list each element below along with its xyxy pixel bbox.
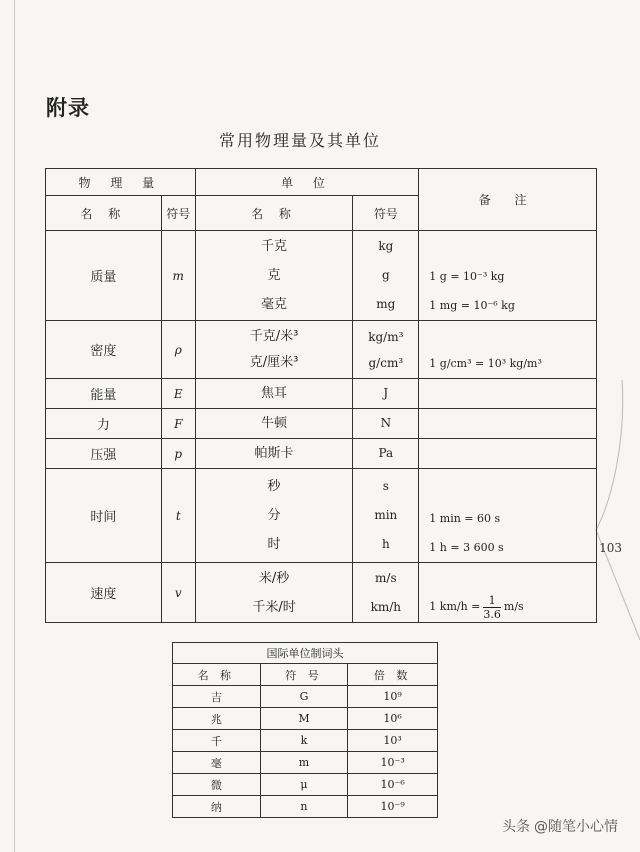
prefix-symbol: M (260, 708, 348, 730)
quantity-symbol: ρ (161, 321, 195, 379)
prefix-factor: 10⁹ (348, 686, 438, 708)
unit-name: 千克 (261, 239, 288, 254)
unit-name: 毫克 (261, 297, 288, 312)
unit-names (195, 409, 353, 439)
prefix-row (173, 752, 438, 774)
si-prefix-table (172, 642, 438, 818)
header-unit: 单 位 (195, 169, 419, 196)
note-cell (419, 439, 597, 469)
quantity-symbol: t (161, 469, 195, 563)
prefix-factor: 10⁻⁶ (348, 774, 438, 796)
unit-symbol: km/h (370, 599, 402, 614)
note-cell (419, 563, 597, 623)
note-fraction (483, 594, 501, 621)
quantity-name: 密度 (46, 321, 162, 379)
prefix-symbol: G (260, 686, 348, 708)
header-name: 名 称 (46, 196, 162, 231)
watermark-handle: @随笔小心情 (534, 819, 618, 835)
prefix-name: 吉 (173, 686, 261, 708)
prefix-symbol: m (260, 752, 348, 774)
header-unit-symbol: 符号 (353, 196, 419, 231)
quantity-name: 速度 (46, 563, 162, 623)
header-symbol: 符号 (161, 196, 195, 231)
unit-symbols (353, 321, 419, 379)
header-note: 备 注 (419, 169, 597, 231)
note-cell (419, 379, 597, 409)
unit-name: 帕斯卡 (254, 446, 294, 461)
note-cell (419, 231, 597, 321)
quantity-symbol: m (161, 231, 195, 321)
unit-names (195, 439, 353, 469)
table-row (46, 439, 597, 469)
unit-name: 千克/米³ (249, 328, 299, 344)
prefix-row (173, 686, 438, 708)
unit-symbols (353, 231, 419, 321)
note-prefix: 1 km/h = (429, 600, 481, 613)
note-line: 1 h = 3 600 s (429, 541, 504, 554)
unit-symbols (353, 379, 419, 409)
unit-name: 分 (267, 508, 281, 523)
fraction-numerator: 1 (483, 594, 501, 608)
table-row (46, 379, 597, 409)
prefix-factor: 10⁻⁹ (348, 796, 438, 818)
quantity-name: 力 (46, 409, 162, 439)
prefix-factor: 10³ (348, 730, 438, 752)
unit-name: 秒 (267, 479, 281, 494)
prefix-factor: 10⁻³ (348, 752, 438, 774)
prefix-name: 纳 (173, 796, 261, 818)
unit-symbol: s (382, 479, 389, 493)
quantity-name: 时间 (46, 469, 162, 563)
note-cell (419, 409, 597, 439)
quantity-name: 能量 (46, 379, 162, 409)
page-title: 附录 (46, 96, 90, 120)
table-row (46, 321, 597, 379)
page-number: 103 (599, 541, 622, 555)
prefix-name: 毫 (173, 752, 261, 774)
unit-names (195, 469, 353, 563)
watermark-prefix: 头条 (502, 819, 530, 835)
prefix-row (173, 708, 438, 730)
unit-names (195, 379, 353, 409)
prefix-row (173, 796, 438, 818)
note-fraction-line (429, 592, 596, 622)
quantity-symbol: E (161, 379, 195, 409)
unit-symbol: J (383, 386, 389, 400)
prefix-name: 千 (173, 730, 261, 752)
unit-symbol: m/s (375, 570, 397, 585)
table-row (46, 231, 597, 321)
prefix-symbol: n (260, 796, 348, 818)
quantity-symbol: F (161, 409, 195, 439)
quantity-symbol: v (161, 563, 195, 623)
fraction-denominator: 3.6 (483, 607, 501, 621)
note-suffix: m/s (503, 600, 524, 613)
unit-symbol: N (380, 416, 392, 430)
prefix-row (173, 730, 438, 752)
unit-symbols (353, 409, 419, 439)
prefix-header-name: 名 称 (173, 664, 261, 686)
note-line: 1 g/cm³ = 10³ kg/m³ (429, 357, 542, 370)
header-unit-name: 名 称 (195, 196, 353, 231)
unit-symbol: h (381, 537, 390, 551)
unit-names (195, 231, 353, 321)
page-curl-decoration (592, 380, 640, 640)
unit-name: 克 (267, 268, 281, 283)
quantity-symbol: p (161, 439, 195, 469)
unit-symbol: min (374, 508, 398, 522)
note-line: 1 min = 60 s (429, 512, 501, 525)
unit-symbols (353, 469, 419, 563)
unit-name: 克/厘米³ (249, 354, 299, 370)
unit-names (195, 321, 353, 379)
unit-symbol: Pa (378, 446, 394, 460)
prefix-row (173, 774, 438, 796)
note-line: 1 g = 10⁻³ kg (429, 270, 505, 283)
unit-name: 千米/时 (252, 599, 296, 615)
unit-symbol: kg/m³ (368, 329, 404, 344)
quantity-name: 压强 (46, 439, 162, 469)
prefix-header-symbol: 符 号 (260, 664, 348, 686)
watermark (502, 816, 618, 836)
note-cell (419, 321, 597, 379)
unit-names (195, 563, 353, 623)
prefix-name: 微 (173, 774, 261, 796)
unit-symbols (353, 563, 419, 623)
physical-quantities-table (45, 168, 597, 623)
prefix-table-title: 国际单位制词头 (173, 643, 438, 664)
unit-name: 焦耳 (261, 386, 288, 401)
prefix-header-factor: 倍 数 (348, 664, 438, 686)
unit-name: 时 (267, 537, 281, 552)
table-row (46, 469, 597, 563)
section-title: 常用物理量及其单位 (218, 131, 381, 150)
quantity-name: 质量 (46, 231, 162, 321)
note-line: 1 mg = 10⁻⁶ kg (429, 299, 515, 312)
unit-name: 米/秒 (258, 570, 290, 586)
unit-symbol: g (381, 268, 390, 282)
note-cell (419, 469, 597, 563)
unit-name: 牛顿 (261, 416, 288, 431)
unit-symbol: g/cm³ (368, 355, 404, 370)
unit-symbol: kg (378, 239, 394, 253)
main-table-body (46, 231, 597, 623)
prefix-factor: 10⁶ (348, 708, 438, 730)
unit-symbols (353, 439, 419, 469)
prefix-symbol: k (260, 730, 348, 752)
table-row (46, 409, 597, 439)
table-row (46, 563, 597, 623)
header-quantity: 物 理 量 (46, 169, 196, 196)
prefix-name: 兆 (173, 708, 261, 730)
unit-symbol: mg (376, 297, 396, 311)
prefix-symbol: μ (260, 774, 348, 796)
